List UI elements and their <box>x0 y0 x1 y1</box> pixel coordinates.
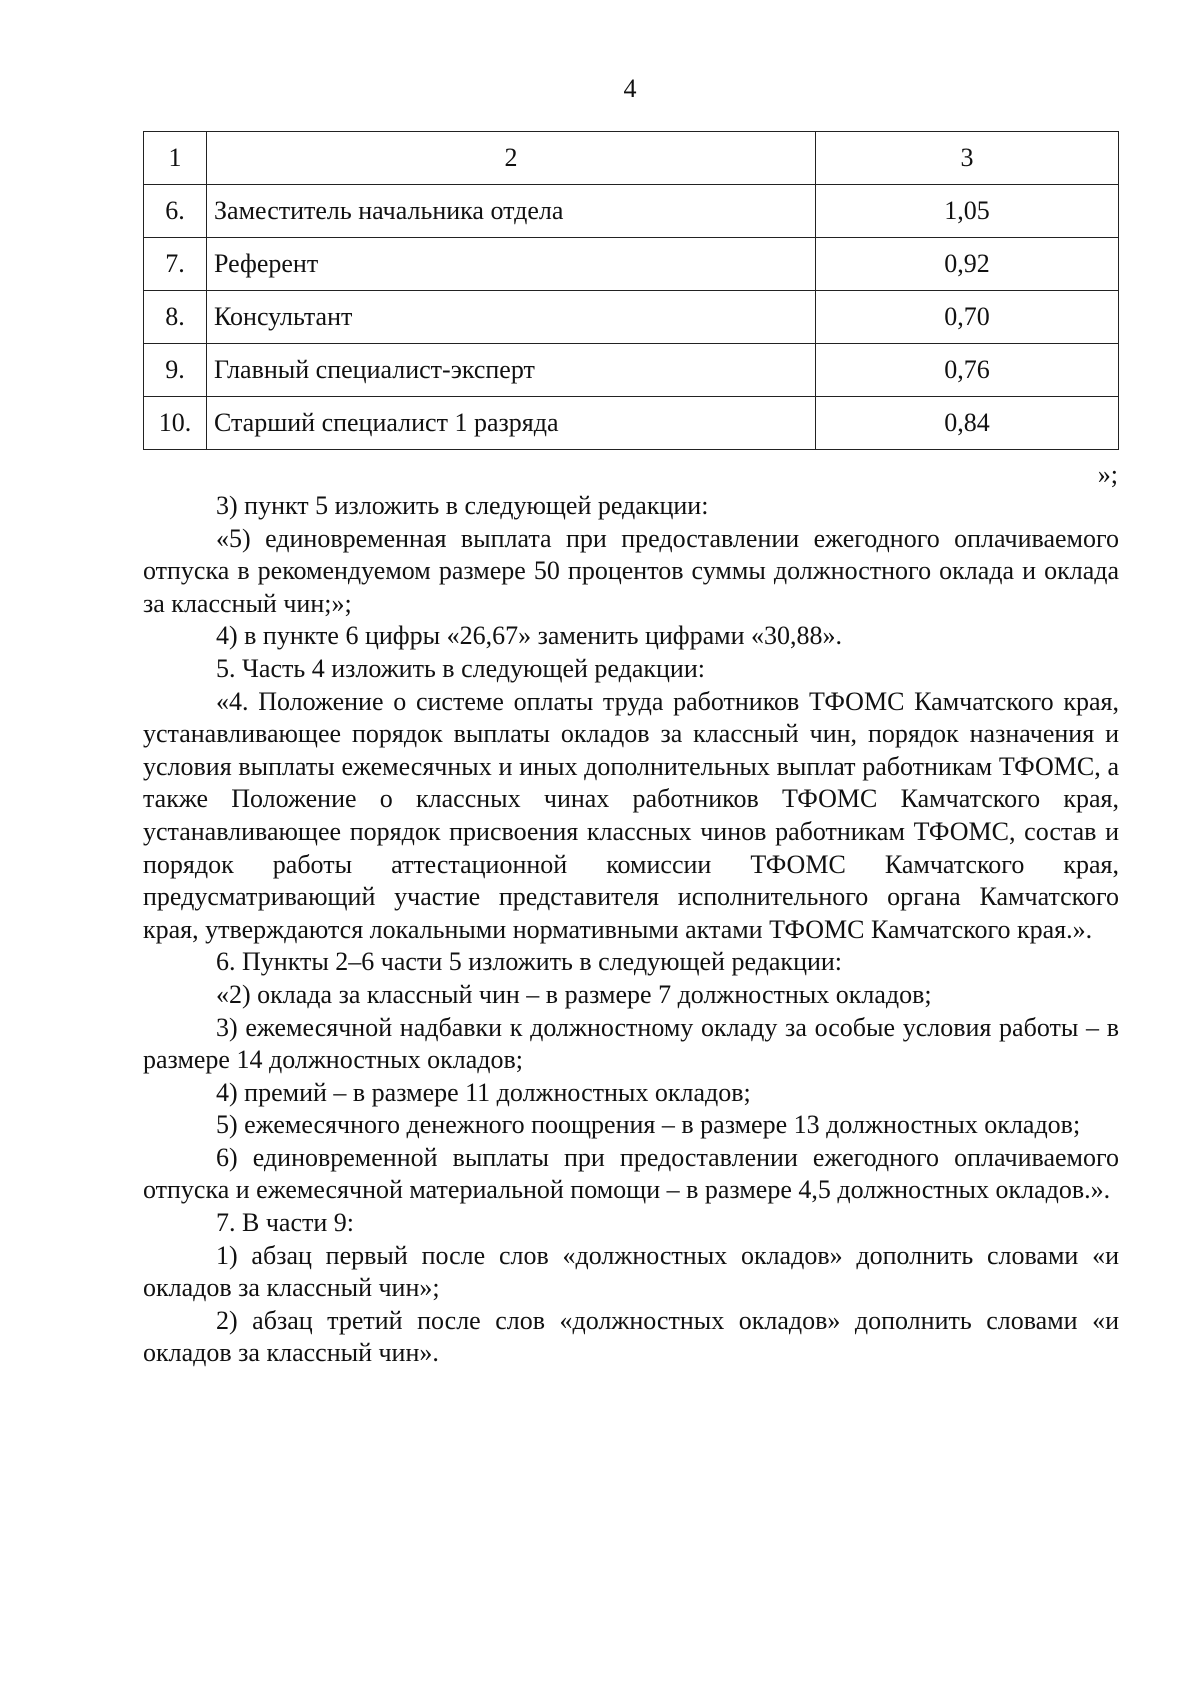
paragraph: 1) абзац первый после слов «должностных окладов» дополнить словами «и окладов за классный чин»; <box>143 1240 1119 1303</box>
row-number: 6. <box>144 185 207 238</box>
coefficient-value: 0,76 <box>816 344 1119 397</box>
paragraph: 2) абзац третий после слов «должностных окладов» дополнить словами «и окладов за классный чин». <box>143 1305 1119 1368</box>
coefficient-value: 0,92 <box>816 238 1119 291</box>
paragraph: «4. Положение о системе оплаты труда работников ТФОМС Камчатского края, устанавливающее порядок выплаты окладов за классный чин, порядок назначения и условия выплаты ежемесячных и иных дополнительных выплат работникам ТФОМС, а также Положение о классных чинах работников ТФОМС Камчатского края, устанавливающее порядок присвоения классных чинов работникам ТФОМС, состав и порядок работы аттестационной комиссии ТФОМС Камчатского края, предусматривающий участие представителя исполнительного органа Камчатского края, утверждаются локальными нормативными актами ТФОМС Камчатского края.». <box>143 686 1119 944</box>
paragraph: 4) премий – в размере 11 должностных окладов; <box>216 1077 751 1107</box>
row-number: 9. <box>144 344 207 397</box>
row-number: 7. <box>144 238 207 291</box>
paragraph: 4) в пункте 6 цифры «26,67» заменить цифрами «30,88». <box>216 621 843 651</box>
coefficient-value: 0,84 <box>816 397 1119 450</box>
document-body <box>143 490 1119 1370</box>
paragraph: 6. Пункты 2–6 части 5 изложить в следующей редакции: <box>216 947 843 977</box>
paragraph: 3) пункт 5 изложить в следующей редакции: <box>216 491 709 520</box>
row-number: 10. <box>144 397 207 450</box>
coefficient-value: 1,05 <box>816 185 1119 238</box>
table-row <box>144 238 1119 291</box>
paragraph: «2) оклада за классный чин – в размере 7 должностных окладов; <box>216 979 932 1009</box>
row-number: 8. <box>144 291 207 344</box>
paragraph: «5) единовременная выплата при предоставлении ежегодного оплачиваемого отпуска в рекомендуемом размере 50 процентов суммы должностного оклада и оклада за классный чин;»; <box>143 523 1119 618</box>
table-row <box>144 291 1119 344</box>
table-row <box>144 344 1119 397</box>
coefficients-table <box>143 131 1119 450</box>
paragraph: 7. В части 9: <box>216 1208 354 1238</box>
table-row <box>144 185 1119 238</box>
position-name: Заместитель начальника отдела <box>207 185 816 238</box>
closing-quote: »; <box>1097 460 1118 489</box>
paragraph: 5) ежемесячного денежного поощрения – в размере 13 должностных окладов; <box>216 1110 1081 1140</box>
table-header-row <box>144 132 1119 185</box>
position-name: Референт <box>207 238 816 291</box>
table-row <box>144 397 1119 450</box>
paragraph: 6) единовременной выплаты при предоставлении ежегодного оплачиваемого отпуска и ежемесячной материальной помощи – в размере 4,5 должностных окладов.». <box>143 1142 1119 1205</box>
paragraph: 3) ежемесячной надбавки к должностному окладу за особые условия работы – в размере 14 должностных окладов; <box>143 1012 1119 1075</box>
page-number: 4 <box>623 74 637 103</box>
coefficient-value: 0,70 <box>816 291 1119 344</box>
position-name: Консультант <box>207 291 816 344</box>
table-header-cell: 3 <box>816 132 1119 185</box>
table-header-cell: 2 <box>207 132 816 185</box>
paragraph: 5. Часть 4 изложить в следующей редакции: <box>216 653 705 683</box>
position-name: Главный специалист-эксперт <box>207 344 816 397</box>
table-header-cell: 1 <box>144 132 207 185</box>
position-name: Старший специалист 1 разряда <box>207 397 816 450</box>
